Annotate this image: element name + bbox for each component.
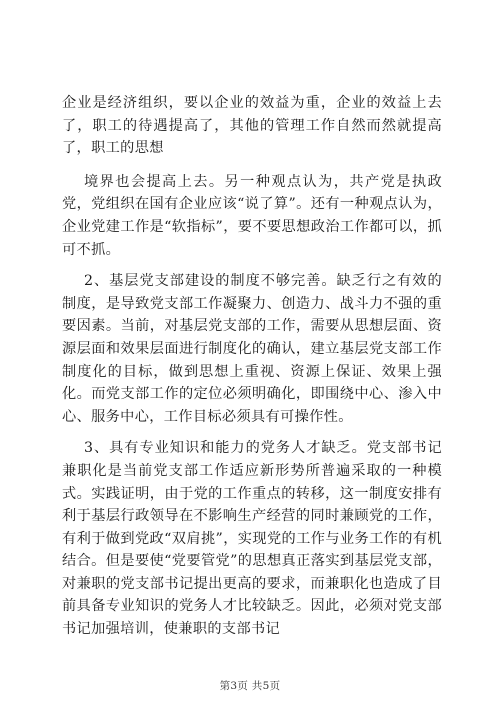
paragraph-2: 境界也会提高上去。另一种观点认为，共产党是执政党，党组织在国有企业应该“说了算”。还有一种观点认为，企业党建工作是“软指标”，要不要思想政治工作都可以，抓可不抓。 — [62, 173, 442, 258]
paragraph-4: 3、具有专业知识和能力的党务人才缺乏。党支部书记兼职化是当前党支部工作适应新形势所普遍采取的一种模式。实践证明，由于党的工作重点的转移，这一制度安排有利于基层行政领导在不影响生产经营的同时兼顾党的工作，有利于做到党政“双肩挑”，实现党的工作与业务工作的有机结合。但是要使“党要管党”的思想真正落实到基层党支部，对兼职的党支部书记提出更高的要求，而兼职化也造成了目前具备专业知识的党务人才比较缺乏。因此，必须对党支部书记加强培训，使兼职的支部书记 — [62, 440, 442, 638]
page-body — [62, 92, 442, 641]
paragraph-3: 2、基层党支部建设的制度不够完善。缺乏行之有效的制度，是导致党支部工作凝聚力、创造力、战斗力不强的重要因素。当前，对基层党支部的工作，需要从思想层面、资源层面和效果层面进行制度化的确认，建立基层党支部工作制度化的目标，做到思想上重视、资源上保证、效果上强化。而党支部工作的定位必须明确化，即围绕中心、渗入中心、服务中心，工作目标必须具有可操作性。 — [62, 273, 442, 425]
page-footer: 第3页 共5页 — [219, 680, 281, 692]
paragraph-1: 企业是经济组织，要以企业的效益为重，企业的效益上去了，职工的待遇提高了，其他的管理工作自然而然就提高了，职工的思想 — [62, 95, 442, 157]
